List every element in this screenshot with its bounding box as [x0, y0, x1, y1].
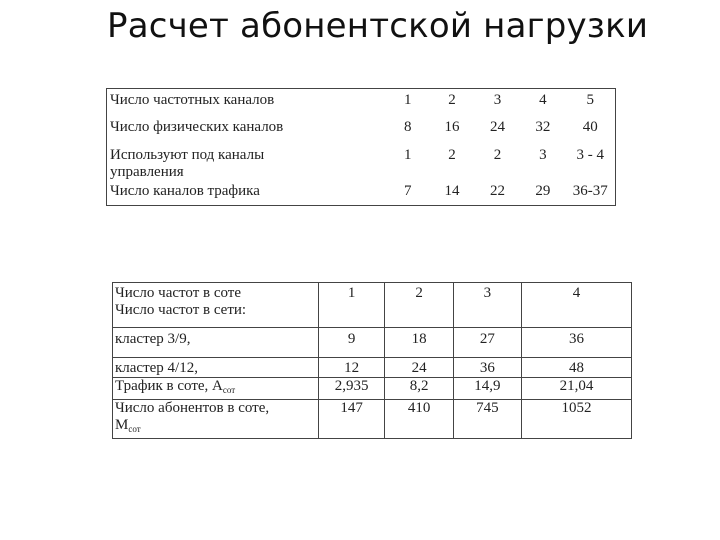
- cell-value: 16: [444, 119, 460, 135]
- cell-value: 5: [586, 92, 595, 108]
- row-label: [113, 400, 319, 439]
- cell-value: 12: [318, 358, 385, 378]
- cell-value: 2: [385, 283, 453, 328]
- cell-value: 410: [385, 400, 453, 439]
- row-label: Число каналов трафика: [110, 183, 260, 199]
- cell-value: 40: [582, 119, 598, 135]
- cell-value: 24: [489, 119, 505, 135]
- cell-value: 4: [522, 283, 632, 328]
- row-label-line: [115, 417, 318, 438]
- cell-value: 21,04: [522, 378, 632, 400]
- cell-value: 18: [385, 328, 453, 358]
- row-label-subscript: сот: [128, 424, 141, 434]
- cell-value: 3: [493, 92, 502, 108]
- row-label: кластер 3/9,: [113, 328, 319, 358]
- cell-value: 14,9: [453, 378, 521, 400]
- table-row: [107, 145, 616, 183]
- cell-value: 36: [453, 358, 521, 378]
- row-label: [113, 283, 319, 328]
- table-row: [113, 378, 632, 400]
- cell-value: 1: [318, 283, 385, 328]
- table-row: [107, 117, 616, 145]
- row-label: кластер 4/12,: [113, 358, 319, 378]
- row-label: [113, 378, 319, 400]
- cell-value: 2: [448, 147, 456, 163]
- cell-value: 14: [444, 183, 460, 199]
- cell-value: 147: [318, 400, 385, 439]
- cell-value: 29: [535, 183, 551, 199]
- table-row: [113, 283, 632, 328]
- table-row: [107, 183, 616, 206]
- cell-value: 22: [489, 183, 505, 199]
- cell-value: 9: [318, 328, 385, 358]
- cell-value: 2,935: [318, 378, 385, 400]
- cell-value: 1: [403, 92, 412, 108]
- cell-value: 3 - 4: [576, 147, 605, 163]
- cell-value: 3: [453, 283, 521, 328]
- row-label-line: управления: [110, 164, 184, 180]
- cell-value: 4: [539, 92, 547, 108]
- cell-value: 1052: [522, 400, 632, 439]
- cell-value: 36: [522, 328, 632, 358]
- row-label-text: M: [115, 417, 129, 433]
- table-row: [113, 358, 632, 378]
- load-table: [112, 282, 632, 439]
- cell-value: 1: [403, 147, 412, 163]
- cell-value: 2: [448, 92, 456, 108]
- cell-value: 48: [522, 358, 632, 378]
- row-label: Число частотных каналов: [110, 92, 275, 108]
- cell-value: 8,2: [385, 378, 453, 400]
- row-label-subscript: сот: [222, 385, 236, 395]
- channels-table: [106, 88, 616, 206]
- row-label-line: Число абонентов в соте,: [115, 400, 270, 416]
- cell-value: 27: [453, 328, 521, 358]
- table-row: [113, 328, 632, 358]
- cell-value: 745: [453, 400, 521, 439]
- cell-value: 8: [403, 119, 412, 135]
- cell-value: 32: [535, 119, 551, 135]
- cell-value: 36-37: [572, 183, 608, 199]
- cell-value: 2: [493, 147, 502, 163]
- row-label: Число физических каналов: [110, 119, 284, 135]
- table-row: [107, 89, 616, 118]
- cell-value: 24: [385, 358, 453, 378]
- cell-value: 3: [539, 147, 547, 163]
- row-label-line: Число частот в сети:: [115, 302, 247, 318]
- row-label-line: Число частот в соте: [115, 285, 241, 301]
- row-label: [107, 145, 387, 183]
- slide-title: Расчет абонентской нагрузки: [107, 6, 649, 46]
- row-label-line: Используют под каналы: [110, 147, 265, 163]
- table-row: [113, 400, 632, 439]
- row-label-text: Трафик в соте, A: [115, 378, 223, 394]
- cell-value: 7: [403, 183, 412, 199]
